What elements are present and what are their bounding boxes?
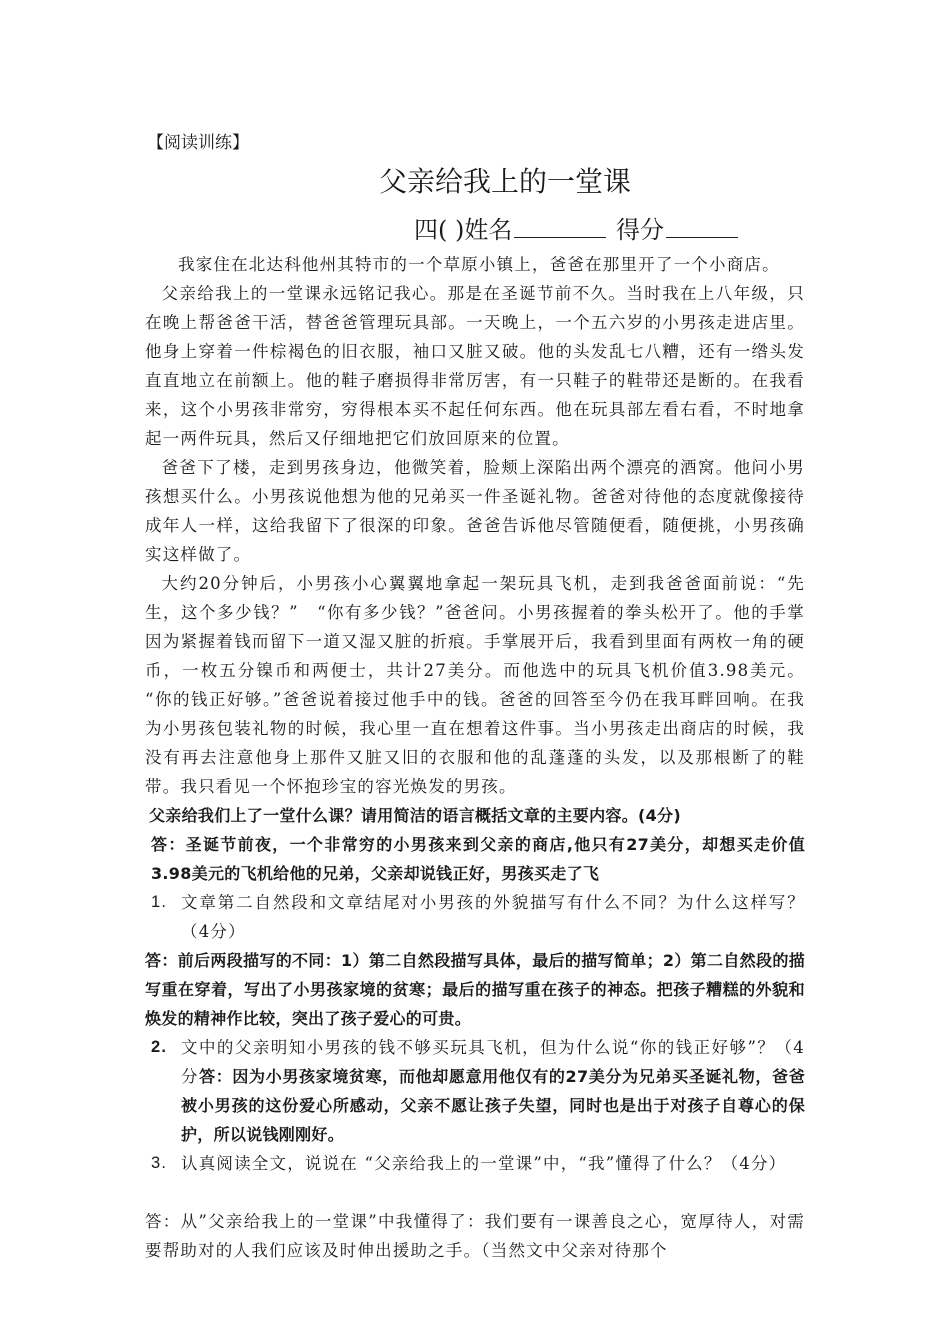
- score-label: 得分: [616, 216, 664, 244]
- question-2: [145, 1033, 805, 1149]
- paragraph-1: 我家住在北达科他州其特市的一个草原小镇上，爸爸在那里开了一个小商店。: [178, 255, 780, 274]
- paragraph-2: 父亲给我上的一堂课永远铭记我心。那是在圣诞节前不久。当时我在上八年级，只在晚上帮爸爸干活，替爸爸管理玩具部。一天晚上，一个五六岁的小男孩走进店里。他身上穿着一件棕褐色的旧衣服，袖口又脏又破。他的头发乱七八糟，还有一绺头发直直地立在前额上。他的鞋子磨损得非常厉害，有一只鞋子的鞋带还是断的。在我看来，这个小男孩非常穷，穷得根本买不起任何东西。他在玩具部左看右看，不时地拿起一两件玩具，然后又仔细地把它们放回原来的位置。: [145, 284, 805, 448]
- question-2-number: 2.: [151, 1038, 168, 1056]
- question-2-text: 文中的父亲明知小男孩的钱不够买玩具飞机，但为什么说“你的钱正好够”？（4分: [181, 1038, 805, 1086]
- document-body: [145, 250, 805, 1265]
- answer-summary: 答：圣诞节前夜，一个非常穷的小男孩来到父亲的商店,他只有27美分，却想买走价值3.98美元的飞机给他的兄弟，父亲却说钱正好，男孩买走了飞: [151, 835, 805, 883]
- paragraph-4: 大约20分钟后，小男孩小心翼翼地拿起一架玩具飞机，走到我爸爸面前说：“先生，这个多少钱？” “你有多少钱？”爸爸问。小男孩握着的拳头松开了。他的手掌因为紧握着钱而留下一道又湿又脏的折痕。手掌展开后，我看到里面有两枚一角的硬币，一枚五分镍币和两便士，共计27美分。而他选中的玩具飞机价值3.98美元。 “你的钱正好够。”爸爸说着接过他手中的钱。爸爸的回答至今仍在我耳畔回响。在我为小男孩包装礼物的时候，我心里一直在想着这件事。当小男孩走出商店的时候，我没有再去注意他身上那件又脏又旧的衣服和他的乱蓬蓬的头发，以及那根断了的鞋带。我只看见一个怀抱珍宝的容光焕发的男孩。: [145, 574, 805, 796]
- question-3-text: 认真阅读全文，说说在 “父亲给我上的一堂课”中，“我”懂得了什么？（4分）: [181, 1154, 787, 1173]
- name-blank[interactable]: [514, 215, 606, 238]
- question-3-number: 3.: [151, 1154, 168, 1172]
- question-summary: 父亲给我们上了一堂什么课？请用简洁的语言概括文章的主要内容。(4分): [149, 806, 681, 825]
- answer-2: 答：因为小男孩家境贫寒，而他却愿意用他仅有的27美分为兄弟买圣诞礼物，爸爸被小男孩的这份爱心所感动，父亲不愿让孩子失望，同时也是出于对孩子自尊心的保护，所以说钱刚刚好。: [181, 1067, 805, 1144]
- score-blank[interactable]: [666, 215, 738, 238]
- answer-1: 答：前后两段描写的不同：1）第二自然段描写具体，最后的描写简单；2）第二自然段的描写重在穿着，写出了小男孩家境的贫寒；最后的描写重在孩子的神态。把孩子糟糕的外貌和焕发的精神作比较，突出了孩子爱心的可贵。: [145, 951, 805, 1028]
- paragraph-3: 爸爸下了楼，走到男孩身边，他微笑着，脸颊上深陷出两个漂亮的酒窝。他问小男孩想买什么。小男孩说他想为他的兄弟买一件圣诞礼物。爸爸对待他的态度就像接待成年人一样，这给我留下了很深的印象。爸爸告诉他尽管随便看，随便挑，小男孩确实这样做了。: [145, 458, 805, 564]
- class-name-label: 四( )姓名: [414, 216, 513, 244]
- section-label: 【阅读训练】: [147, 133, 249, 153]
- question-1-text: 文章第二自然段和文章结尾对小男孩的外貌描写有什么不同？为什么这样写？（4分）: [181, 893, 805, 941]
- name-score-line: [414, 210, 740, 245]
- question-3: [145, 1149, 805, 1178]
- answer-3: 答：从”父亲给我上的一堂课”中我懂得了：我们要有一课善良之心，宽厚待人，对需要帮助对的人我们应该及时伸出援助之手。（当然文中父亲对待那个: [145, 1212, 805, 1260]
- page-title: 父亲给我上的一堂课: [378, 165, 631, 198]
- question-1: [145, 888, 805, 946]
- question-1-number: 1.: [151, 893, 168, 911]
